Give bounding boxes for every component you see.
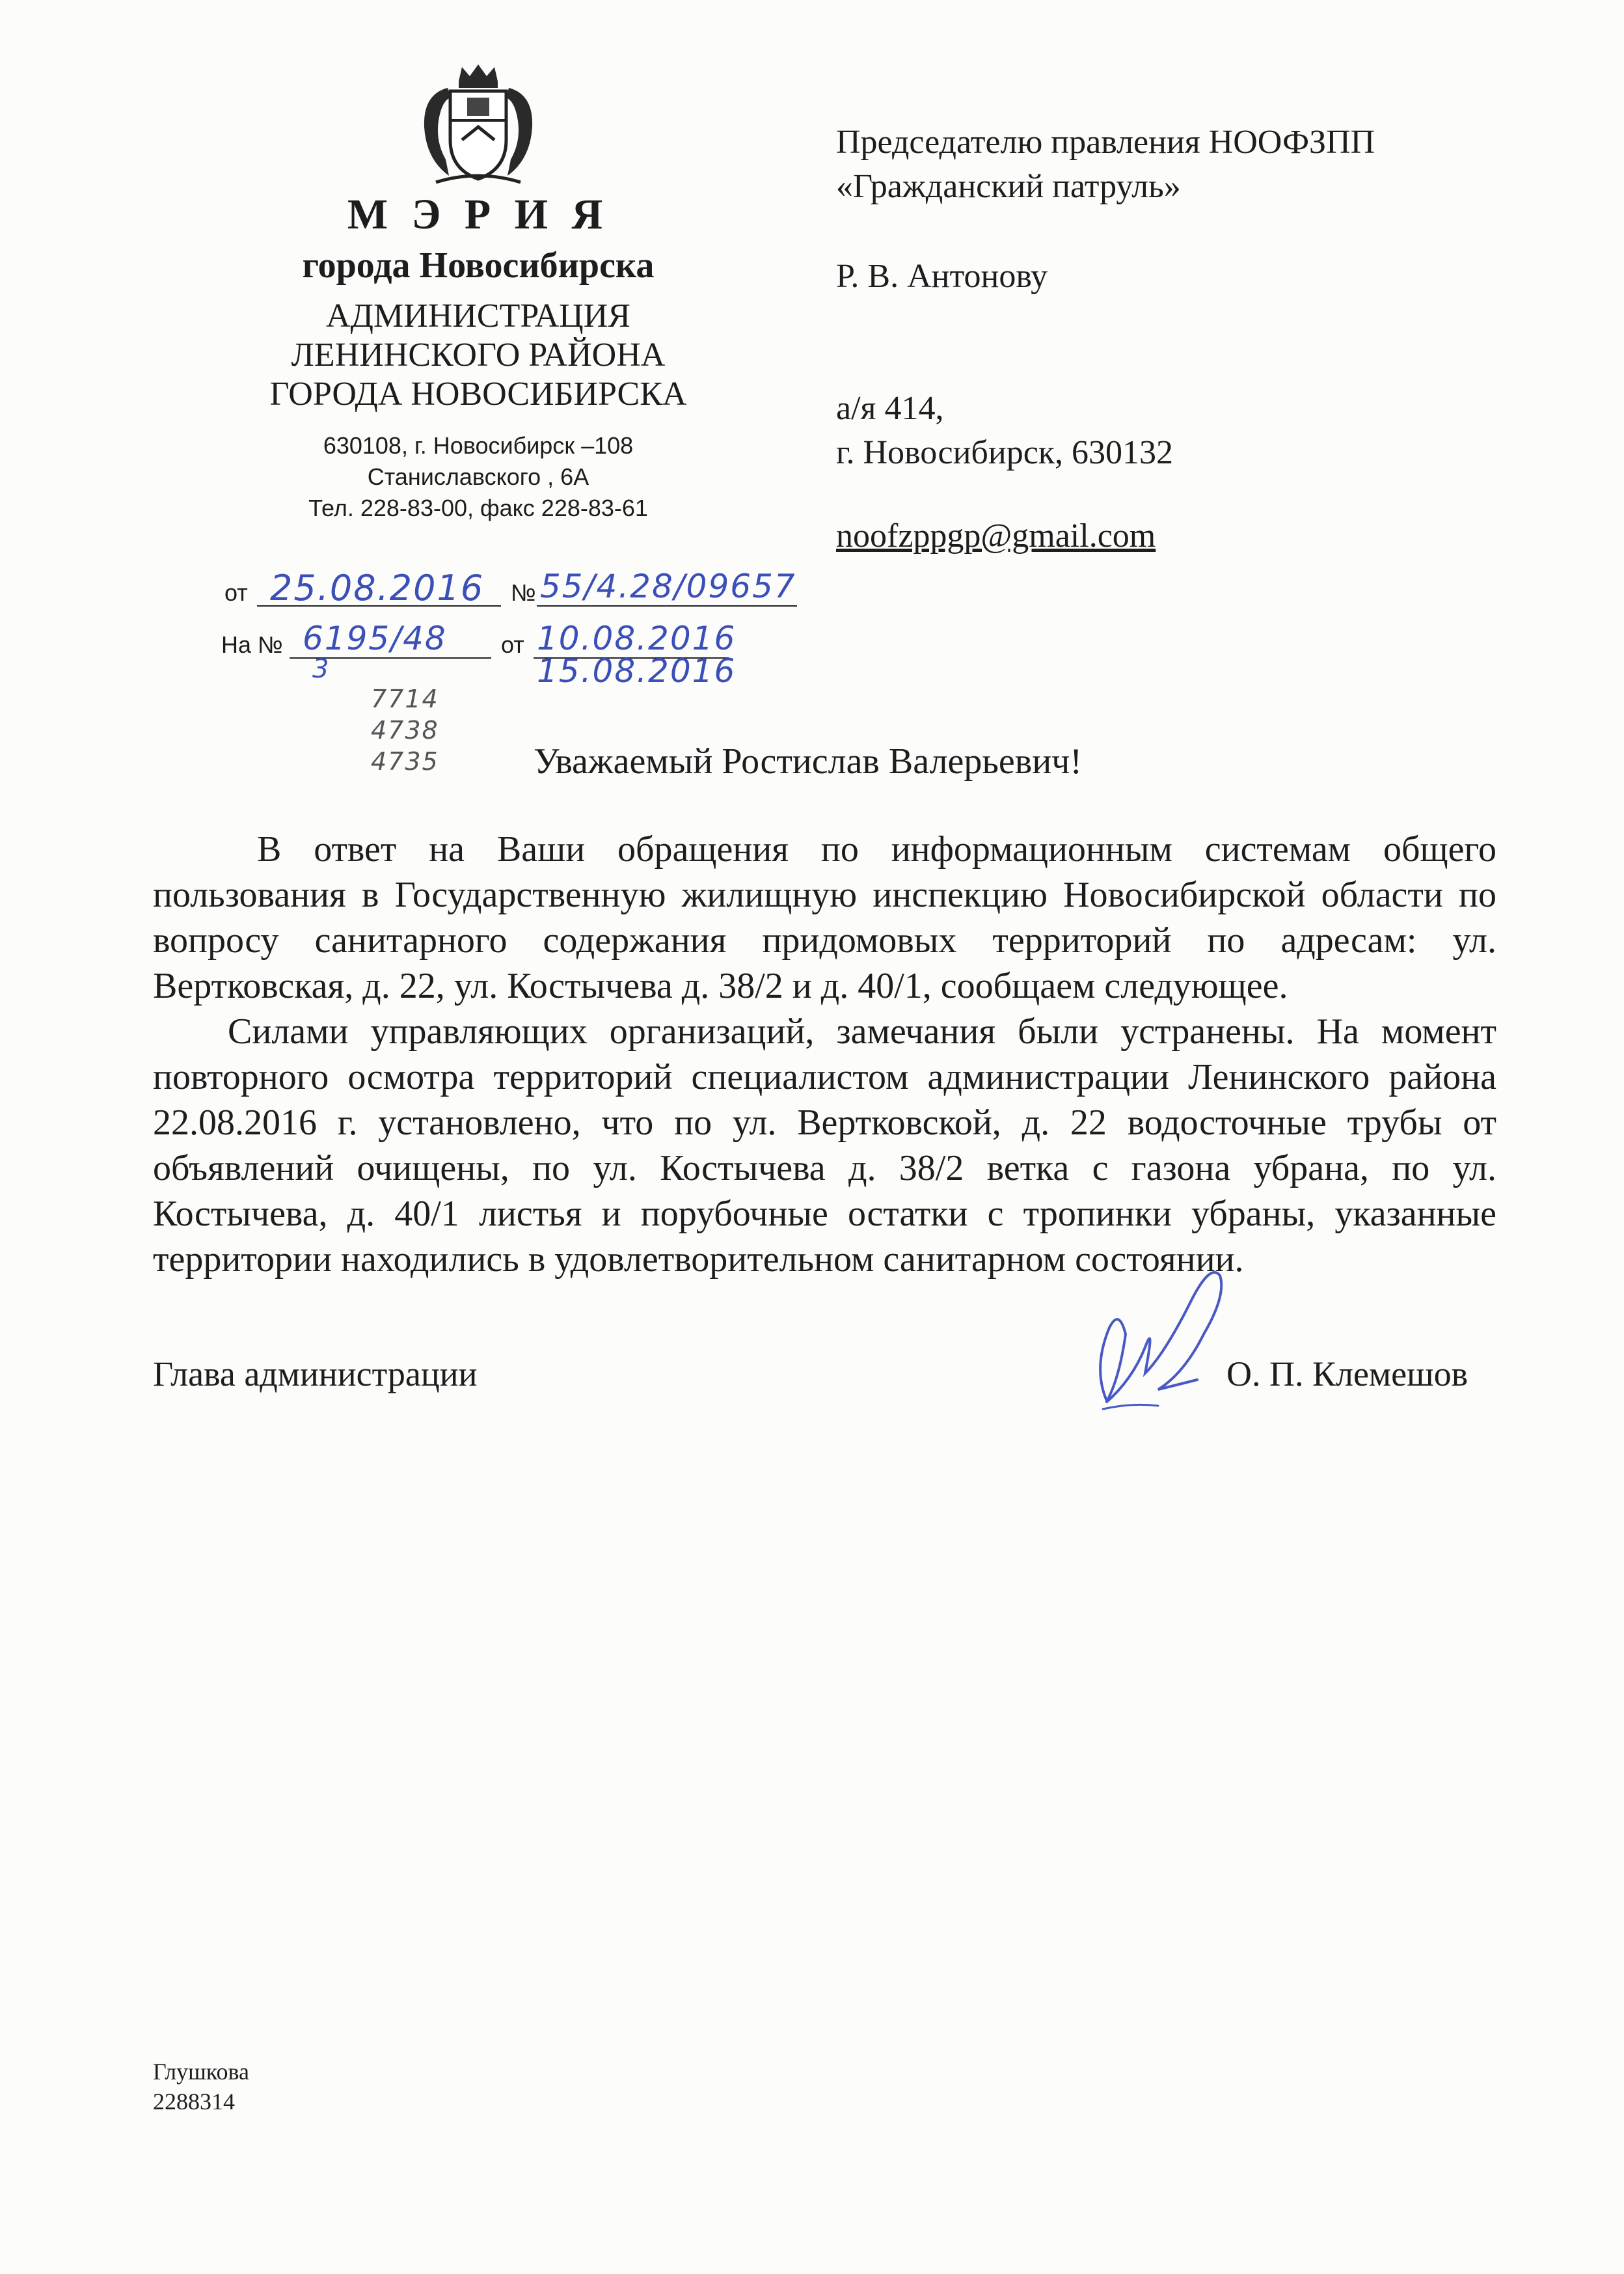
salutation: Уважаемый Ростислав Валерьевич! — [534, 741, 1082, 782]
admin-line-2: ЛЕНИНСКОГО РАЙОНА — [291, 336, 666, 374]
reference-row — [221, 620, 742, 690]
coat-of-arms-emblem — [410, 62, 547, 192]
paragraph-2: Силами управляющих организаций, замечания были устранены. На момент повторного осмотра территорий специалистом администрации Ленинского района 22.08.2016 г. установлено, что по ул. Вертковской, д. 22 водосточные трубы от объявлений очищены, по ул. Костычева д. 38/2 ветка с газона убрана, по ул. Костычева, д. 40/1 листья и порубочные остатки с тропинки убраны, указанные территории находились в удовлетворительном санитарном состоянии. — [153, 1011, 1496, 1280]
signatory-name: О. П. Клемешов — [1226, 1354, 1468, 1393]
ref-number-value: 6195/48 — [303, 620, 447, 657]
number-label: № — [511, 579, 536, 606]
recipient-line-1: Председателю правления НООФЗПП — [836, 124, 1375, 161]
admin-line-3: ГОРОДА НОВОСИБИРСКА — [269, 376, 687, 413]
executor-phone: 2288314 — [153, 2089, 235, 2115]
recipient-city-zip: г. Новосибирск, 630132 — [836, 434, 1174, 471]
extra-number: 4738 — [371, 716, 439, 745]
recipient-line-2: «Гражданский патруль» — [836, 168, 1181, 205]
from-label: от — [224, 579, 248, 606]
number-underline — [537, 605, 797, 607]
executor-name: Глушкова — [153, 2059, 249, 2085]
extra-handwritten-numbers — [371, 683, 439, 777]
handwritten-signature — [1080, 1250, 1256, 1425]
recipient-po-box: а/я 414, — [836, 390, 944, 427]
reg-date-row — [224, 568, 830, 612]
number-value: 55/4.28/09657 — [540, 568, 796, 605]
executor-block — [153, 2057, 249, 2116]
ref-number-sub: 3 — [312, 654, 331, 684]
extra-number: 4735 — [371, 747, 439, 776]
address-line-1: 630108, г. Новосибирск –108 — [323, 432, 634, 459]
paragraph-1: В ответ на Ваши обращения по информационным системам общего пользования в Государственную жилищную инспекцию Новосибирской области по вопросу санитарного содержания придомовых территорий по адресам: ул. Вертковская, д. 22, ул. Костычева д. 38/2 и д. 40/1, сообщаем следующее. — [153, 829, 1496, 1006]
ref-number-label: На № — [221, 631, 283, 658]
ref-date-2: 15.08.2016 — [537, 652, 737, 690]
letter-body — [153, 827, 1496, 1282]
address-line-2: Станиславского , 6А — [367, 463, 589, 490]
recipient-block — [836, 120, 1584, 558]
signature-position: Глава администрации — [153, 1354, 478, 1393]
city-title: города Новосибирска — [302, 245, 655, 286]
ref-from-label: от — [501, 631, 524, 658]
recipient-name: Р. В. Антонову — [836, 258, 1048, 295]
date-value: 25.08.2016 — [270, 568, 485, 609]
admin-line-1: АДМИНИСТРАЦИЯ — [326, 297, 630, 335]
ref-date-1: 10.08.2016 — [537, 620, 737, 657]
mayor-office-title: М Э Р И Я — [347, 191, 610, 238]
recipient-email[interactable]: noofzppgp@gmail.com — [836, 517, 1156, 555]
extra-number: 7714 — [371, 685, 439, 713]
phone-line: Тел. 228-83-00, факс 228-83-61 — [308, 495, 648, 521]
